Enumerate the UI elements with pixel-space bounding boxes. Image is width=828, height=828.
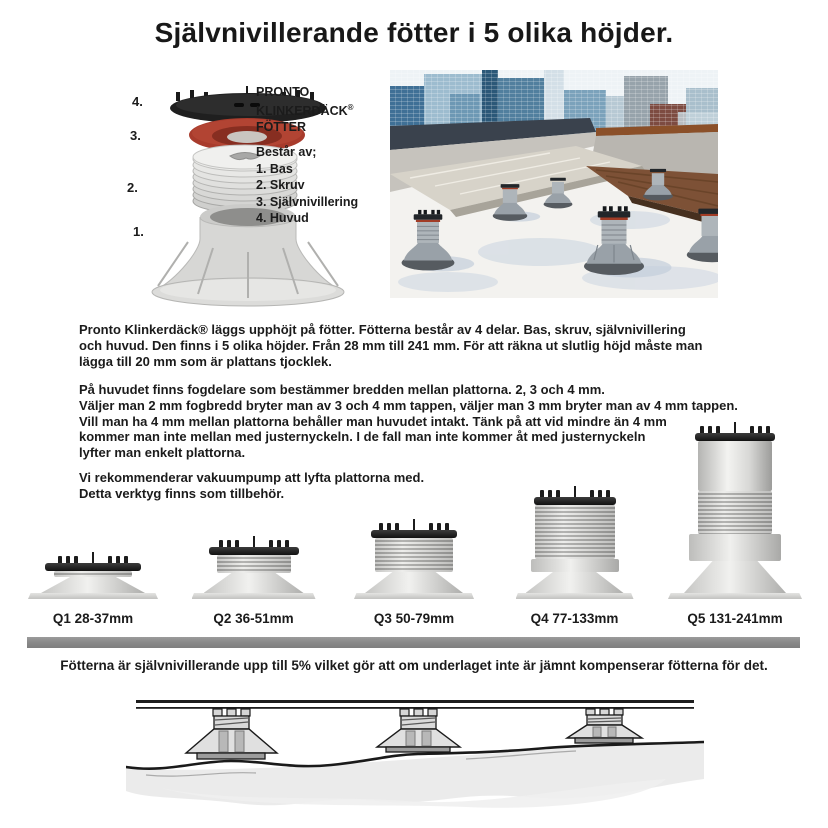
callout-4: 4. bbox=[132, 94, 143, 109]
text-line: lyfter man enkelt plattorna. bbox=[79, 445, 246, 461]
section-divider bbox=[27, 637, 800, 648]
product-q3 bbox=[335, 424, 493, 626]
product-label: Q1 28-37mm bbox=[52, 611, 134, 626]
base-plate bbox=[354, 593, 474, 599]
text-line: lägga till 20 mm som är plattans tjocklek. bbox=[79, 353, 332, 369]
illustrated-pedestal-right bbox=[567, 709, 642, 743]
screw-section bbox=[217, 555, 291, 573]
parts-list-heading: Består av; bbox=[256, 145, 317, 159]
pedestal-foot-graphic-q5 bbox=[668, 422, 802, 599]
pedestal-foot-graphic-q3 bbox=[354, 519, 474, 599]
self-leveling-illustration bbox=[126, 687, 704, 825]
head-cap bbox=[209, 547, 299, 555]
illustrated-pedestal-left bbox=[186, 709, 277, 759]
page-title: Självnivillerande fötter i 5 olika höjder. bbox=[154, 17, 674, 48]
base-flare bbox=[365, 572, 463, 593]
product-label: Q2 36-51mm bbox=[213, 611, 294, 626]
screw-section bbox=[698, 491, 772, 534]
base-cylinder bbox=[531, 559, 619, 572]
product-q2 bbox=[175, 424, 333, 626]
brand-line-1: PRONTO bbox=[256, 85, 310, 99]
head-cap bbox=[371, 530, 457, 538]
upper-cylinder bbox=[698, 441, 772, 491]
base-cylinder bbox=[689, 534, 781, 561]
rooftop-photo bbox=[390, 70, 718, 298]
screw-section bbox=[375, 538, 453, 572]
product-range bbox=[14, 424, 814, 626]
text-line: Vill man ha 4 mm mellan plattorna behåller man huvudet intakt. Tänk på att vid mindre än 4 mm bbox=[79, 413, 667, 429]
screw-section bbox=[54, 571, 132, 577]
base-plate bbox=[516, 593, 634, 599]
text-line: Väljer man 2 mm fogbredd bryter man av 3 och 4 mm tappen, väljer man 3 mm bryter man av 4 mm tappen. bbox=[79, 397, 738, 413]
text-line: Vi rekommenderar vakuumpump att lyfta plattorna med. bbox=[79, 470, 425, 485]
base-flare bbox=[684, 561, 786, 593]
text-line: På huvudet finns fogdelare som bestämmer bredden mellan plattorna. 2, 3 och 4 mm. bbox=[79, 382, 605, 397]
base-flare bbox=[41, 577, 145, 593]
parts-list-item: 3. Självnivillering bbox=[256, 194, 359, 209]
product-q4 bbox=[496, 424, 654, 626]
head-cap bbox=[695, 433, 775, 441]
screw-section bbox=[535, 505, 615, 559]
pedestal-foot-graphic-q4 bbox=[516, 486, 634, 599]
callout-3: 3. bbox=[130, 128, 141, 143]
pedestal-foot-graphic-q1 bbox=[28, 552, 158, 599]
base-plate bbox=[192, 593, 316, 599]
illustrated-pedestal-middle bbox=[377, 709, 460, 752]
paragraph-1 bbox=[79, 322, 702, 369]
pedestal-foot-graphic-q2 bbox=[192, 536, 316, 599]
callout-2: 2. bbox=[127, 180, 138, 195]
text-line: kommer man inte mellan med justernyckeln. I de fall man inte kommer åt med justernyckeln bbox=[79, 429, 646, 445]
base-plate bbox=[668, 593, 802, 599]
parts-list bbox=[256, 144, 358, 227]
product-label: Q5 131-241mm bbox=[687, 611, 783, 626]
base-flare bbox=[204, 573, 304, 593]
product-label: Q3 50-79mm bbox=[373, 611, 455, 626]
head-cap bbox=[45, 563, 141, 571]
product-q5 bbox=[656, 424, 814, 626]
text-line: Detta verktyg finns som tillbehör. bbox=[79, 485, 285, 501]
self-leveling-note: Fötterna är självnivillerande upp till 5% vilket gör att om underlaget inte är jämnt kompenserar fötterna för det. bbox=[60, 658, 768, 673]
parts-list-item: 1. Bas bbox=[256, 161, 293, 176]
rooftop-photo-graphic bbox=[390, 70, 718, 298]
parts-list-item: 4. Huvud bbox=[256, 211, 309, 225]
brand-line-2: KLINKERDÄCK® bbox=[256, 103, 354, 119]
product-q1 bbox=[14, 424, 172, 626]
brand-line-3: FÖTTER bbox=[256, 120, 306, 135]
text-line: Pronto Klinkerdäck® läggs upphöjt på fötter. Fötterna består av 4 delar. Bas, skruv, självnivillering bbox=[79, 322, 686, 337]
callout-1: 1. bbox=[133, 224, 144, 239]
parts-list-item: 2. Skruv bbox=[256, 178, 305, 192]
brand-block bbox=[256, 84, 354, 135]
product-label: Q4 77-133mm bbox=[530, 611, 619, 626]
base-flare bbox=[526, 572, 624, 593]
base-plate bbox=[28, 593, 158, 599]
registered-mark: ® bbox=[347, 103, 354, 112]
text-line: och huvud. Den finns i 5 olika höjder. Från 28 mm till 241 mm. För att räkna ut slutlig höjd måste man bbox=[79, 337, 703, 353]
head-cap bbox=[534, 497, 616, 505]
